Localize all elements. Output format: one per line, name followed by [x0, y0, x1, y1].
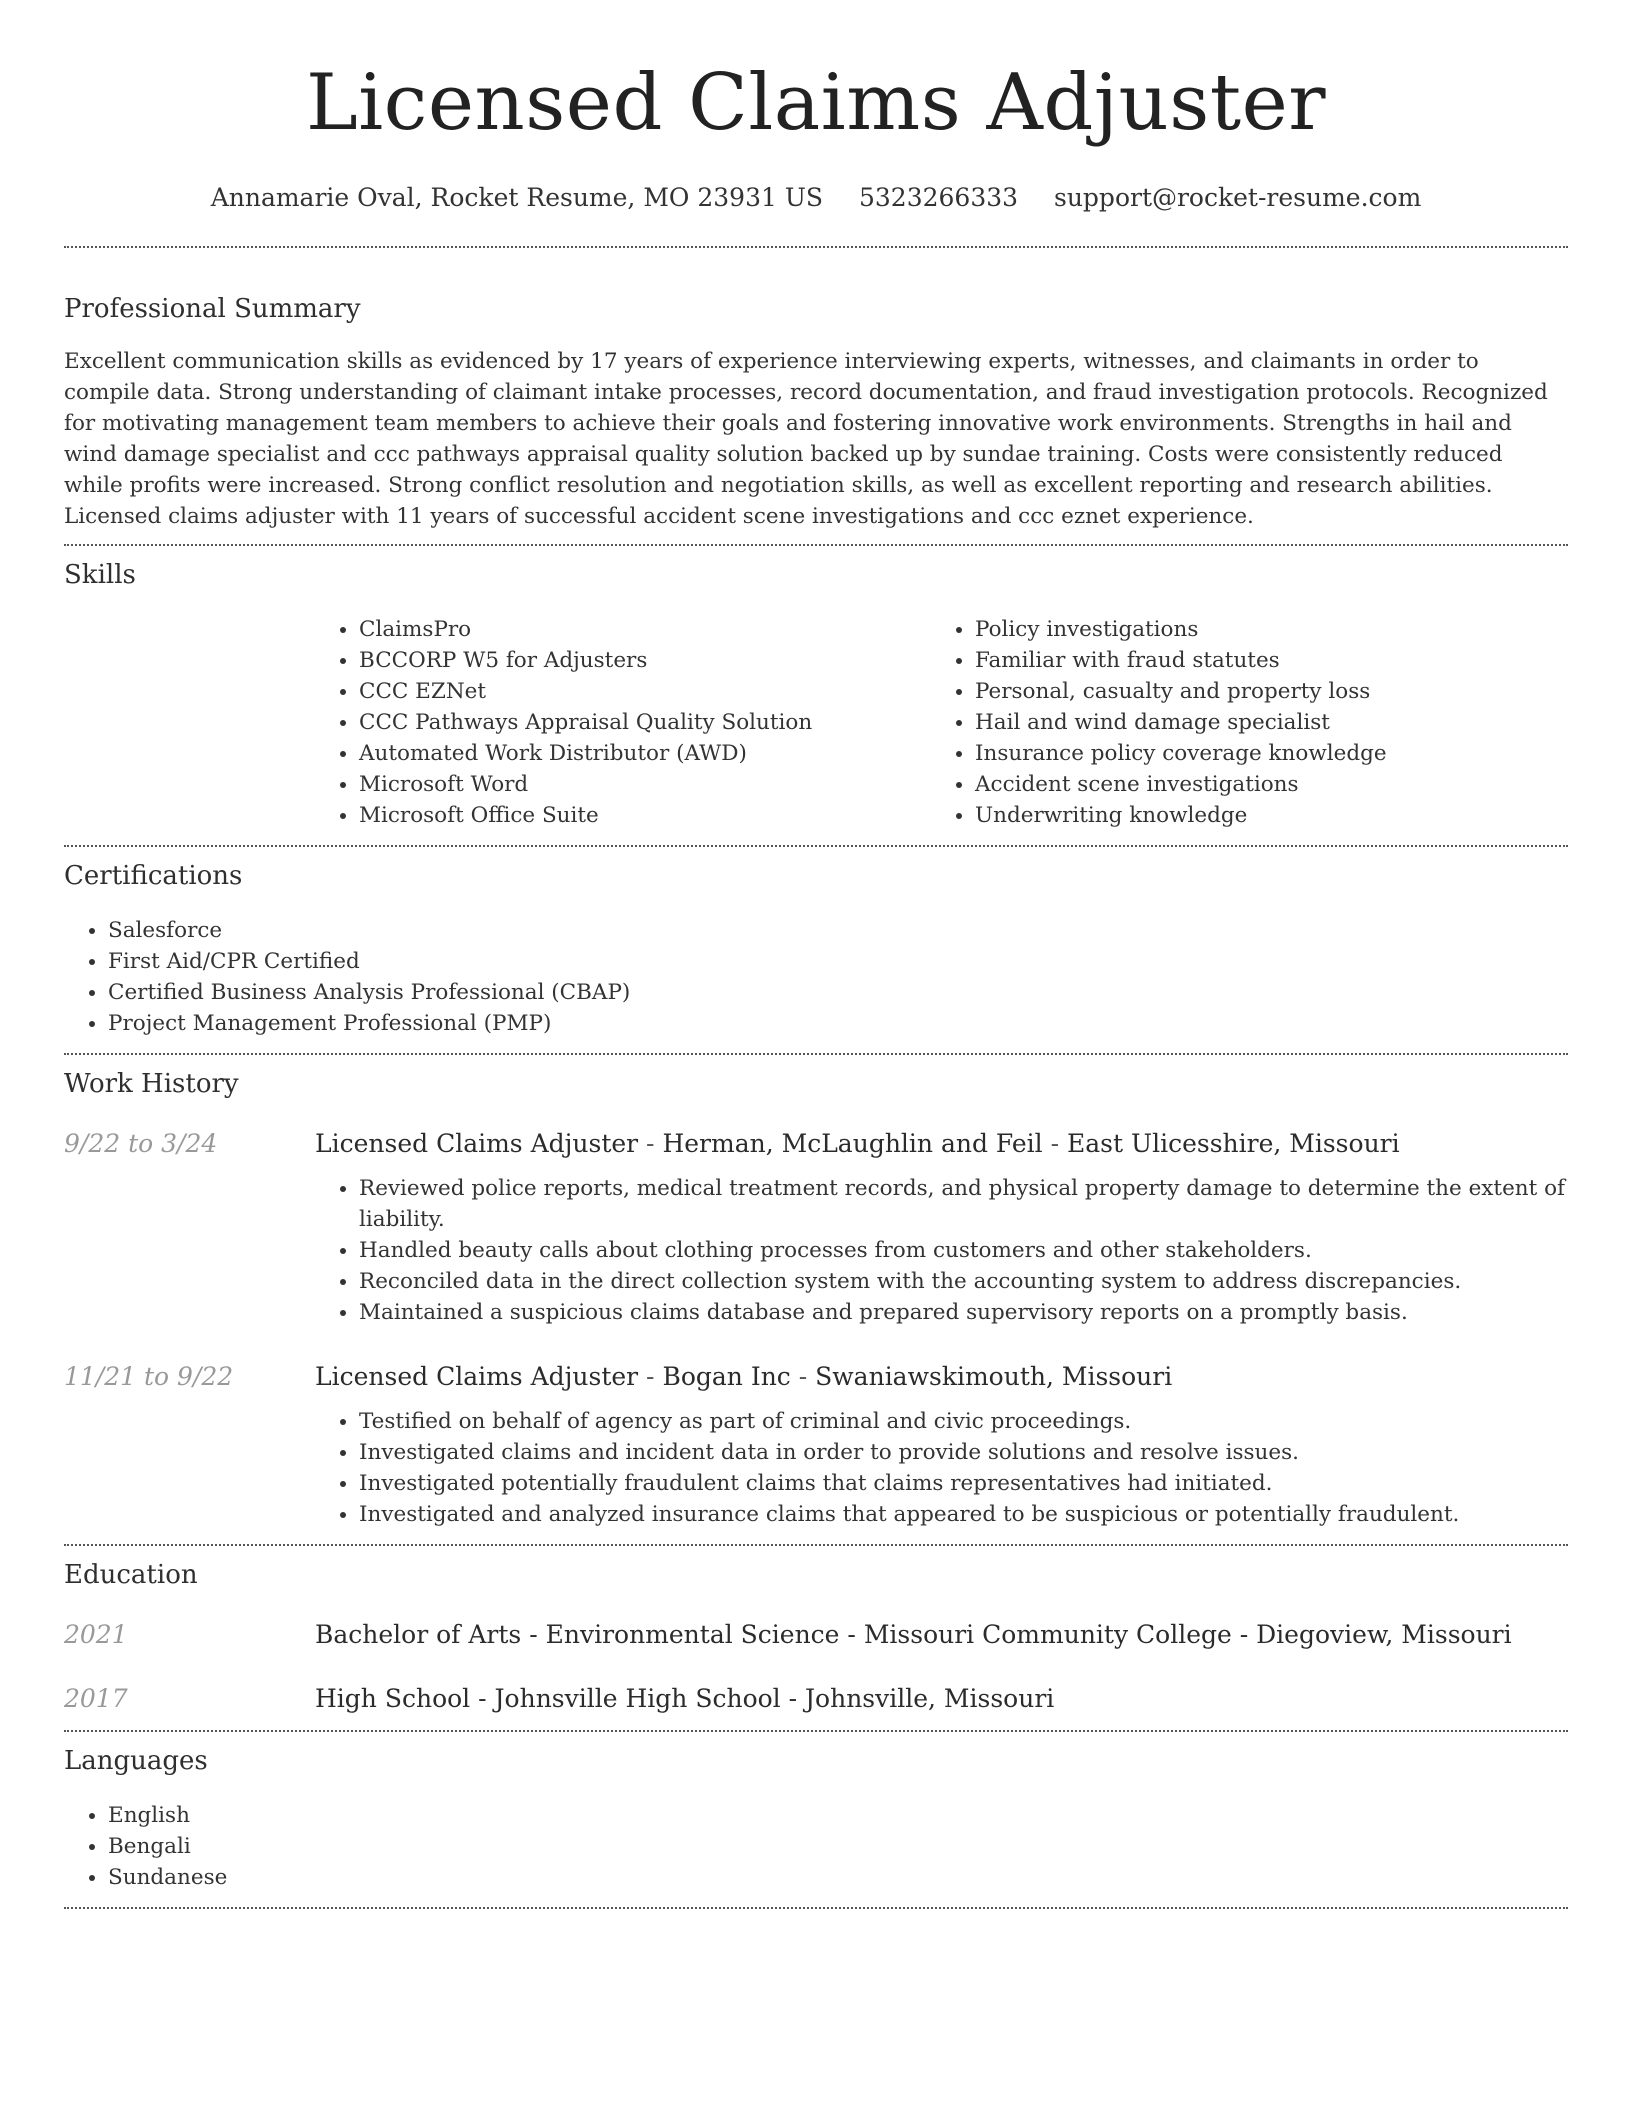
separator: - [1231, 1620, 1257, 1649]
contact-email: support@rocket-resume.com [1054, 183, 1422, 212]
separator: - [521, 1620, 546, 1649]
language-item: • Sundanese [108, 1862, 1568, 1893]
job-dates: 9/22 to 3/24 [64, 1129, 218, 1158]
job-company: Bogan Inc [662, 1362, 791, 1391]
contact-phone: 5323266333 [858, 183, 1019, 212]
job-bullets [315, 1173, 1568, 1328]
certifications-section [64, 847, 1568, 1039]
job-role: Licensed Claims Adjuster [315, 1129, 639, 1158]
skill-item: • Insurance policy coverage knowledge [975, 738, 1547, 769]
contact-address: Annamarie Oval, Rocket Resume, MO 23931 US [210, 183, 824, 212]
job-company: Herman, McLaughlin and Feil [662, 1129, 1043, 1158]
separator: - [780, 1684, 806, 1713]
skill-item: • Familiar with fraud statutes [975, 645, 1547, 676]
summary-heading: Professional Summary [64, 294, 361, 324]
language-item: • English [108, 1800, 1568, 1831]
education-school: Johnsville High School [494, 1684, 781, 1713]
summary-section [64, 248, 1568, 532]
skill-item: • Hail and wind damage specialist [975, 707, 1547, 738]
job-bullets [315, 1406, 1568, 1530]
separator: - [638, 1362, 663, 1391]
skill-item: • Underwriting knowledge [975, 800, 1547, 831]
education-header [315, 1616, 1512, 1654]
skill-item: • Accident scene investigations [975, 769, 1547, 800]
certifications-list [64, 915, 1568, 1039]
skill-item: • BCCORP W5 for Adjusters [359, 645, 931, 676]
education-degree: High School [315, 1684, 471, 1713]
job-entry [64, 1358, 1568, 1530]
certification-item: • First Aid/CPR Certified [108, 946, 1568, 977]
job-bullet: • Investigated and analyzed insurance claims that appeared to be suspicious or potentially fraudulent. [359, 1499, 1568, 1530]
separator: - [470, 1684, 495, 1713]
skill-item: • Automated Work Distributor (AWD) [359, 738, 931, 769]
skill-item: • Microsoft Word [359, 769, 931, 800]
education-header [315, 1680, 1054, 1718]
skill-item: • Policy investigations [975, 614, 1547, 645]
skills-left-list [315, 614, 931, 831]
job-header [315, 1358, 1568, 1396]
languages-heading: Languages [64, 1746, 208, 1776]
job-header [315, 1125, 1568, 1163]
separator: - [1042, 1129, 1068, 1158]
job-body [315, 1125, 1568, 1328]
education-year: 2017 [64, 1684, 128, 1713]
skills-section [64, 546, 1568, 831]
skills-columns [315, 614, 1568, 831]
education-entry [64, 1616, 1568, 1654]
skill-item: • Microsoft Office Suite [359, 800, 931, 831]
education-heading: Education [64, 1560, 198, 1590]
job-bullet: • Maintained a suspicious claims database and prepared supervisory reports on a promptly basis. [359, 1297, 1568, 1328]
job-bullet: • Investigated claims and incident data in order to provide solutions and resolve issues. [359, 1437, 1568, 1468]
skills-right-column [931, 614, 1547, 831]
skills-right-list [931, 614, 1547, 831]
education-school: Missouri Community College [863, 1620, 1232, 1649]
job-role: Licensed Claims Adjuster [315, 1362, 639, 1391]
education-location: Diegoview, Missouri [1256, 1620, 1512, 1649]
work-history-section [64, 1055, 1568, 1544]
education-year: 2021 [64, 1620, 128, 1649]
skill-item: • CCC EZNet [359, 676, 931, 707]
education-degree: Bachelor of Arts [315, 1620, 522, 1649]
summary-text: Excellent communication skills as evidenced by 17 years of experience interviewing experts, witnesses, and claimants in order to compile data. Strong understanding of claimant intake processes, record documentation, and fraud investigation protocols. Recognized for motivating management team members to achieve their goals and fostering innovative work environments. Strengths in hail and wind damage specialist and ccc pathways appraisal quality solution backed up by sundae training. Costs were consistently reduced while profits were increased. Strong conflict resolution and negotiation skills, as well as excellent reporting and research abilities. Licensed claims adjuster with 11 years of successful accident scene investigations and ccc eznet experience. [64, 349, 1548, 529]
skills-left-column [315, 614, 931, 831]
skill-item: • ClaimsPro [359, 614, 931, 645]
separator: - [790, 1362, 816, 1391]
languages-list [64, 1800, 1568, 1893]
certification-item: • Project Management Professional (PMP) [108, 1008, 1568, 1039]
job-body [315, 1358, 1568, 1530]
contact-line [64, 182, 1568, 214]
job-location: Swaniawskimouth, Missouri [815, 1362, 1173, 1391]
work-history-heading: Work History [64, 1069, 239, 1099]
job-bullet: • Reviewed police reports, medical treatment records, and physical property damage to determine the extent of liability. [359, 1173, 1568, 1235]
job-location: East Ulicesshire, Missouri [1067, 1129, 1400, 1158]
section-divider [64, 1907, 1568, 1909]
certifications-heading: Certifications [64, 861, 243, 891]
certification-item: • Certified Business Analysis Professional (CBAP) [108, 977, 1568, 1008]
education-entry [64, 1680, 1568, 1718]
education-location: Johnsville, Missouri [805, 1684, 1055, 1713]
job-bullet: • Investigated potentially fraudulent claims that claims representatives had initiated. [359, 1468, 1568, 1499]
separator: - [638, 1129, 663, 1158]
job-bullet: • Reconciled data in the direct collection system with the accounting system to address discrepancies. [359, 1266, 1568, 1297]
certification-item: • Salesforce [108, 915, 1568, 946]
job-entry [64, 1125, 1568, 1328]
language-item: • Bengali [108, 1831, 1568, 1862]
skill-item: • Personal, casualty and property loss [975, 676, 1547, 707]
languages-section [64, 1732, 1568, 1893]
separator: - [839, 1620, 864, 1649]
job-bullet: • Testified on behalf of agency as part of criminal and civic proceedings. [359, 1406, 1568, 1437]
skill-item: • CCC Pathways Appraisal Quality Solution [359, 707, 931, 738]
education-field: Environmental Science [545, 1620, 840, 1649]
job-dates: 11/21 to 9/22 [64, 1362, 234, 1391]
education-section [64, 1546, 1568, 1730]
skills-heading: Skills [64, 560, 136, 590]
job-bullet: • Handled beauty calls about clothing processes from customers and other stakeholders. [359, 1235, 1568, 1266]
resume-title: Licensed Claims Adjuster [305, 58, 1327, 148]
